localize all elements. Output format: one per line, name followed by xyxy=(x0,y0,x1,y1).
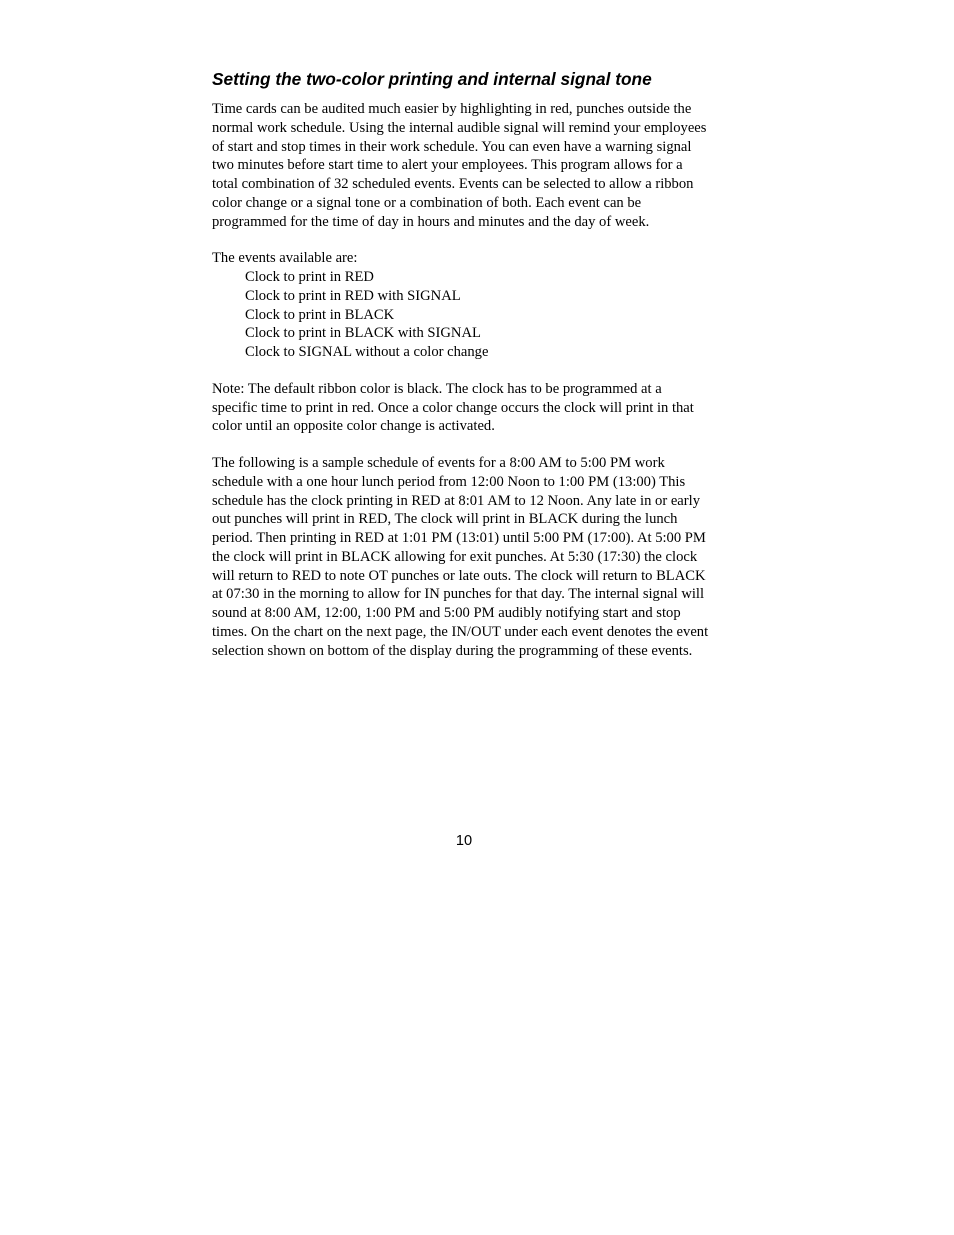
note-line: color until an opposite color change is activated. xyxy=(212,418,495,435)
events-list xyxy=(212,268,744,362)
paragraph-spacer xyxy=(212,436,744,454)
sample-line: schedule with a one hour lunch period from 12:00 Noon to 1:00 PM (13:00) This xyxy=(212,473,686,490)
intro-line: two minutes before start time to alert your employees. This program allows for a xyxy=(212,157,683,174)
event-item: Clock to print in BLACK xyxy=(245,306,395,323)
sample-line: will return to RED to note OT punches or late outs. The clock will return to BLACK xyxy=(212,567,706,584)
intro-line: Time cards can be audited much easier by highlighting in red, punches outside the xyxy=(212,101,692,117)
intro-line: total combination of 32 scheduled events. Events can be selected to allow a ribbon xyxy=(212,176,694,192)
intro-line: of start and stop times in their work schedule. You can even have a warning signal xyxy=(212,138,692,155)
event-item: Clock to print in RED xyxy=(245,269,374,285)
document-page xyxy=(212,67,744,660)
note-line: specific time to print in red. Once a color change occurs the clock will print in that xyxy=(212,399,694,416)
section-heading: Setting the two-color printing and internal signal tone xyxy=(212,69,652,89)
note-paragraph xyxy=(212,380,744,436)
events-intro: The events available are: xyxy=(212,250,358,267)
paragraph-spacer xyxy=(212,231,744,249)
sample-line: sound at 8:00 AM, 12:00, 1:00 PM and 5:00 PM audibly notifying start and stop xyxy=(212,605,681,621)
sample-line: The following is a sample schedule of events for a 8:00 AM to 5:00 PM work xyxy=(212,455,665,471)
event-item: Clock to SIGNAL without a color change xyxy=(245,344,489,360)
page-number: 10 xyxy=(455,833,473,849)
intro-paragraph xyxy=(212,100,744,231)
sample-line: times. On the chart on the next page, the IN/OUT under each event denotes the event xyxy=(212,623,709,640)
note-line: Note: The default ribbon color is black. The clock has to be programmed at a xyxy=(212,380,662,397)
intro-line: color change or a signal tone or a combination of both. Each event can be xyxy=(212,194,642,211)
sample-line: period. Then printing in RED at 1:01 PM (13:01) until 5:00 PM (17:00). At 5:00 PM xyxy=(212,530,706,546)
sample-line: schedule has the clock printing in RED at 8:01 AM to 12 Noon. Any late in or early xyxy=(212,492,700,509)
sample-line: selection shown on bottom of the display during the programming of these events. xyxy=(212,642,693,659)
event-item: Clock to print in RED with SIGNAL xyxy=(245,287,461,304)
sample-line: the clock will print in BLACK allowing for exit punches. At 5:30 (17:30) the clock xyxy=(212,548,698,565)
sample-schedule-paragraph xyxy=(212,454,744,660)
sample-line: out punches will print in RED, The clock will print in BLACK during the lunch xyxy=(212,511,678,528)
intro-line: normal work schedule. Using the internal audible signal will remind your employees xyxy=(212,119,707,136)
intro-line: programmed for the time of day in hours and minutes and the day of week. xyxy=(212,213,650,230)
sample-line: at 07:30 in the morning to allow for IN punches for that day. The internal signal will xyxy=(212,586,705,603)
paragraph-spacer xyxy=(212,362,744,380)
event-item: Clock to print in BLACK with SIGNAL xyxy=(245,325,481,342)
